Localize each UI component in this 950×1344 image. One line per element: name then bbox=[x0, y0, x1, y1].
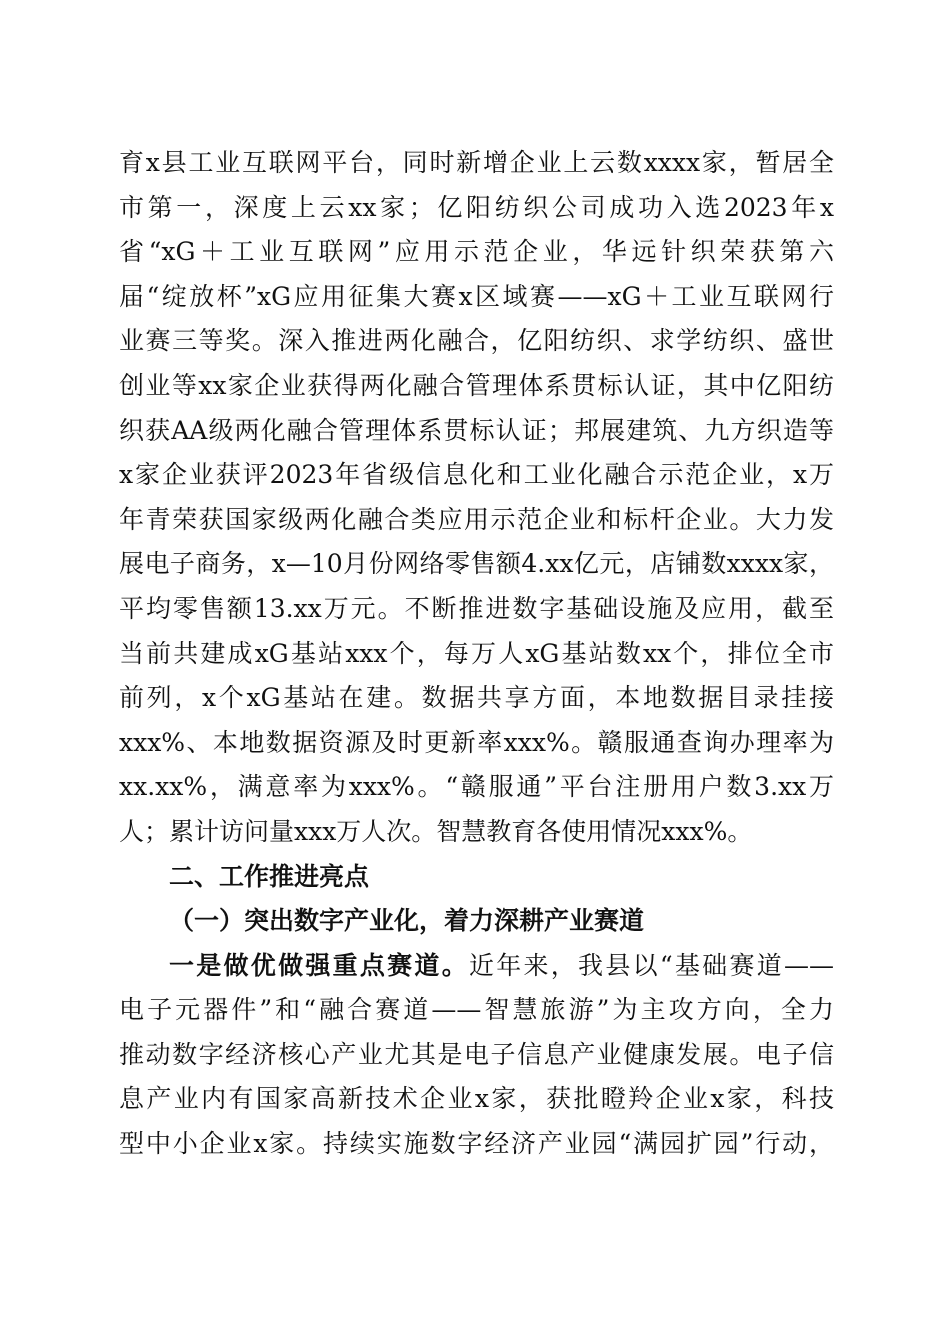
section-heading: 二、工作推进亮点 bbox=[169, 861, 370, 891]
text-line: 电子元器件”和“融合赛道——智慧旅游”为主攻方向，全力 bbox=[119, 995, 834, 1025]
text-line: 当前共建成xG基站xxx个，每万人xG基站数xx个，排位全市 bbox=[119, 638, 834, 668]
text-line: 平均零售额13.xx万元。不断推进数字基础设施及应用，截至 bbox=[119, 593, 834, 623]
subsection-heading: （一）突出数字产业化，着力深耕产业赛道 bbox=[169, 906, 645, 936]
text-line: 人；累计访问量xxx万人次。智慧教育各使用情况xxx%。 bbox=[119, 816, 753, 846]
paragraph-2 bbox=[119, 944, 834, 1167]
text-line: 省“xG＋工业互联网”应用示范企业，华远针织荣获第六 bbox=[119, 237, 834, 267]
text-line: 前列，x个xG基站在建。数据共享方面，本地数据目录挂接 bbox=[119, 683, 834, 713]
text-line: xxx%、本地数据资源及时更新率xxx%。赣服通查询办理率为 bbox=[119, 727, 834, 757]
text-line: xx.xx%，满意率为xxx%。“赣服通”平台注册用户数3.xx万 bbox=[119, 772, 834, 802]
text-line: 市第一，深度上云xx家；亿阳纺织公司成功入选2023年x bbox=[119, 192, 834, 222]
document-body bbox=[119, 141, 834, 1167]
text-line: 届“绽放杯”xG应用征集大赛x区域赛——xG＋工业互联网行 bbox=[119, 281, 834, 311]
text-line: 育x县工业互联网平台，同时新增企业上云数xxxx家，暂居全 bbox=[119, 148, 834, 177]
text-line: 创业等xx家企业获得两化融合管理体系贯标认证，其中亿阳纺 bbox=[119, 370, 834, 400]
paragraph-text: 近年来，我县以“基础赛道—— bbox=[468, 950, 834, 980]
text-line: 型中小企业x家。持续实施数字经济产业园“满园扩园”行动， bbox=[119, 1129, 834, 1159]
text-line: x家企业获评2023年省级信息化和工业化融合示范企业，x万 bbox=[119, 460, 834, 490]
text-line: 展电子商务，x—10月份网络零售额4.xx亿元，店铺数xxxx家， bbox=[119, 549, 834, 579]
paragraph-1 bbox=[119, 141, 834, 855]
text-line: 年青荣获国家级两化融合类应用示范企业和标杆企业。大力发 bbox=[119, 504, 834, 534]
text-line bbox=[119, 944, 834, 989]
text-line: 息产业内有国家高新技术企业x家，获批瞪羚企业x家，科技 bbox=[119, 1084, 834, 1114]
text-line: 织获AA级两化融合管理体系贯标认证；邦展建筑、九方织造等 bbox=[119, 415, 834, 445]
text-line: 业赛三等奖。深入推进两化融合，亿阳纺织、求学纺织、盛世 bbox=[119, 326, 834, 356]
paragraph-lead: 一是做优做强重点赛道。 bbox=[169, 950, 469, 980]
text-line: 推动数字经济核心产业尤其是电子信息产业健康发展。电子信 bbox=[119, 1039, 834, 1069]
